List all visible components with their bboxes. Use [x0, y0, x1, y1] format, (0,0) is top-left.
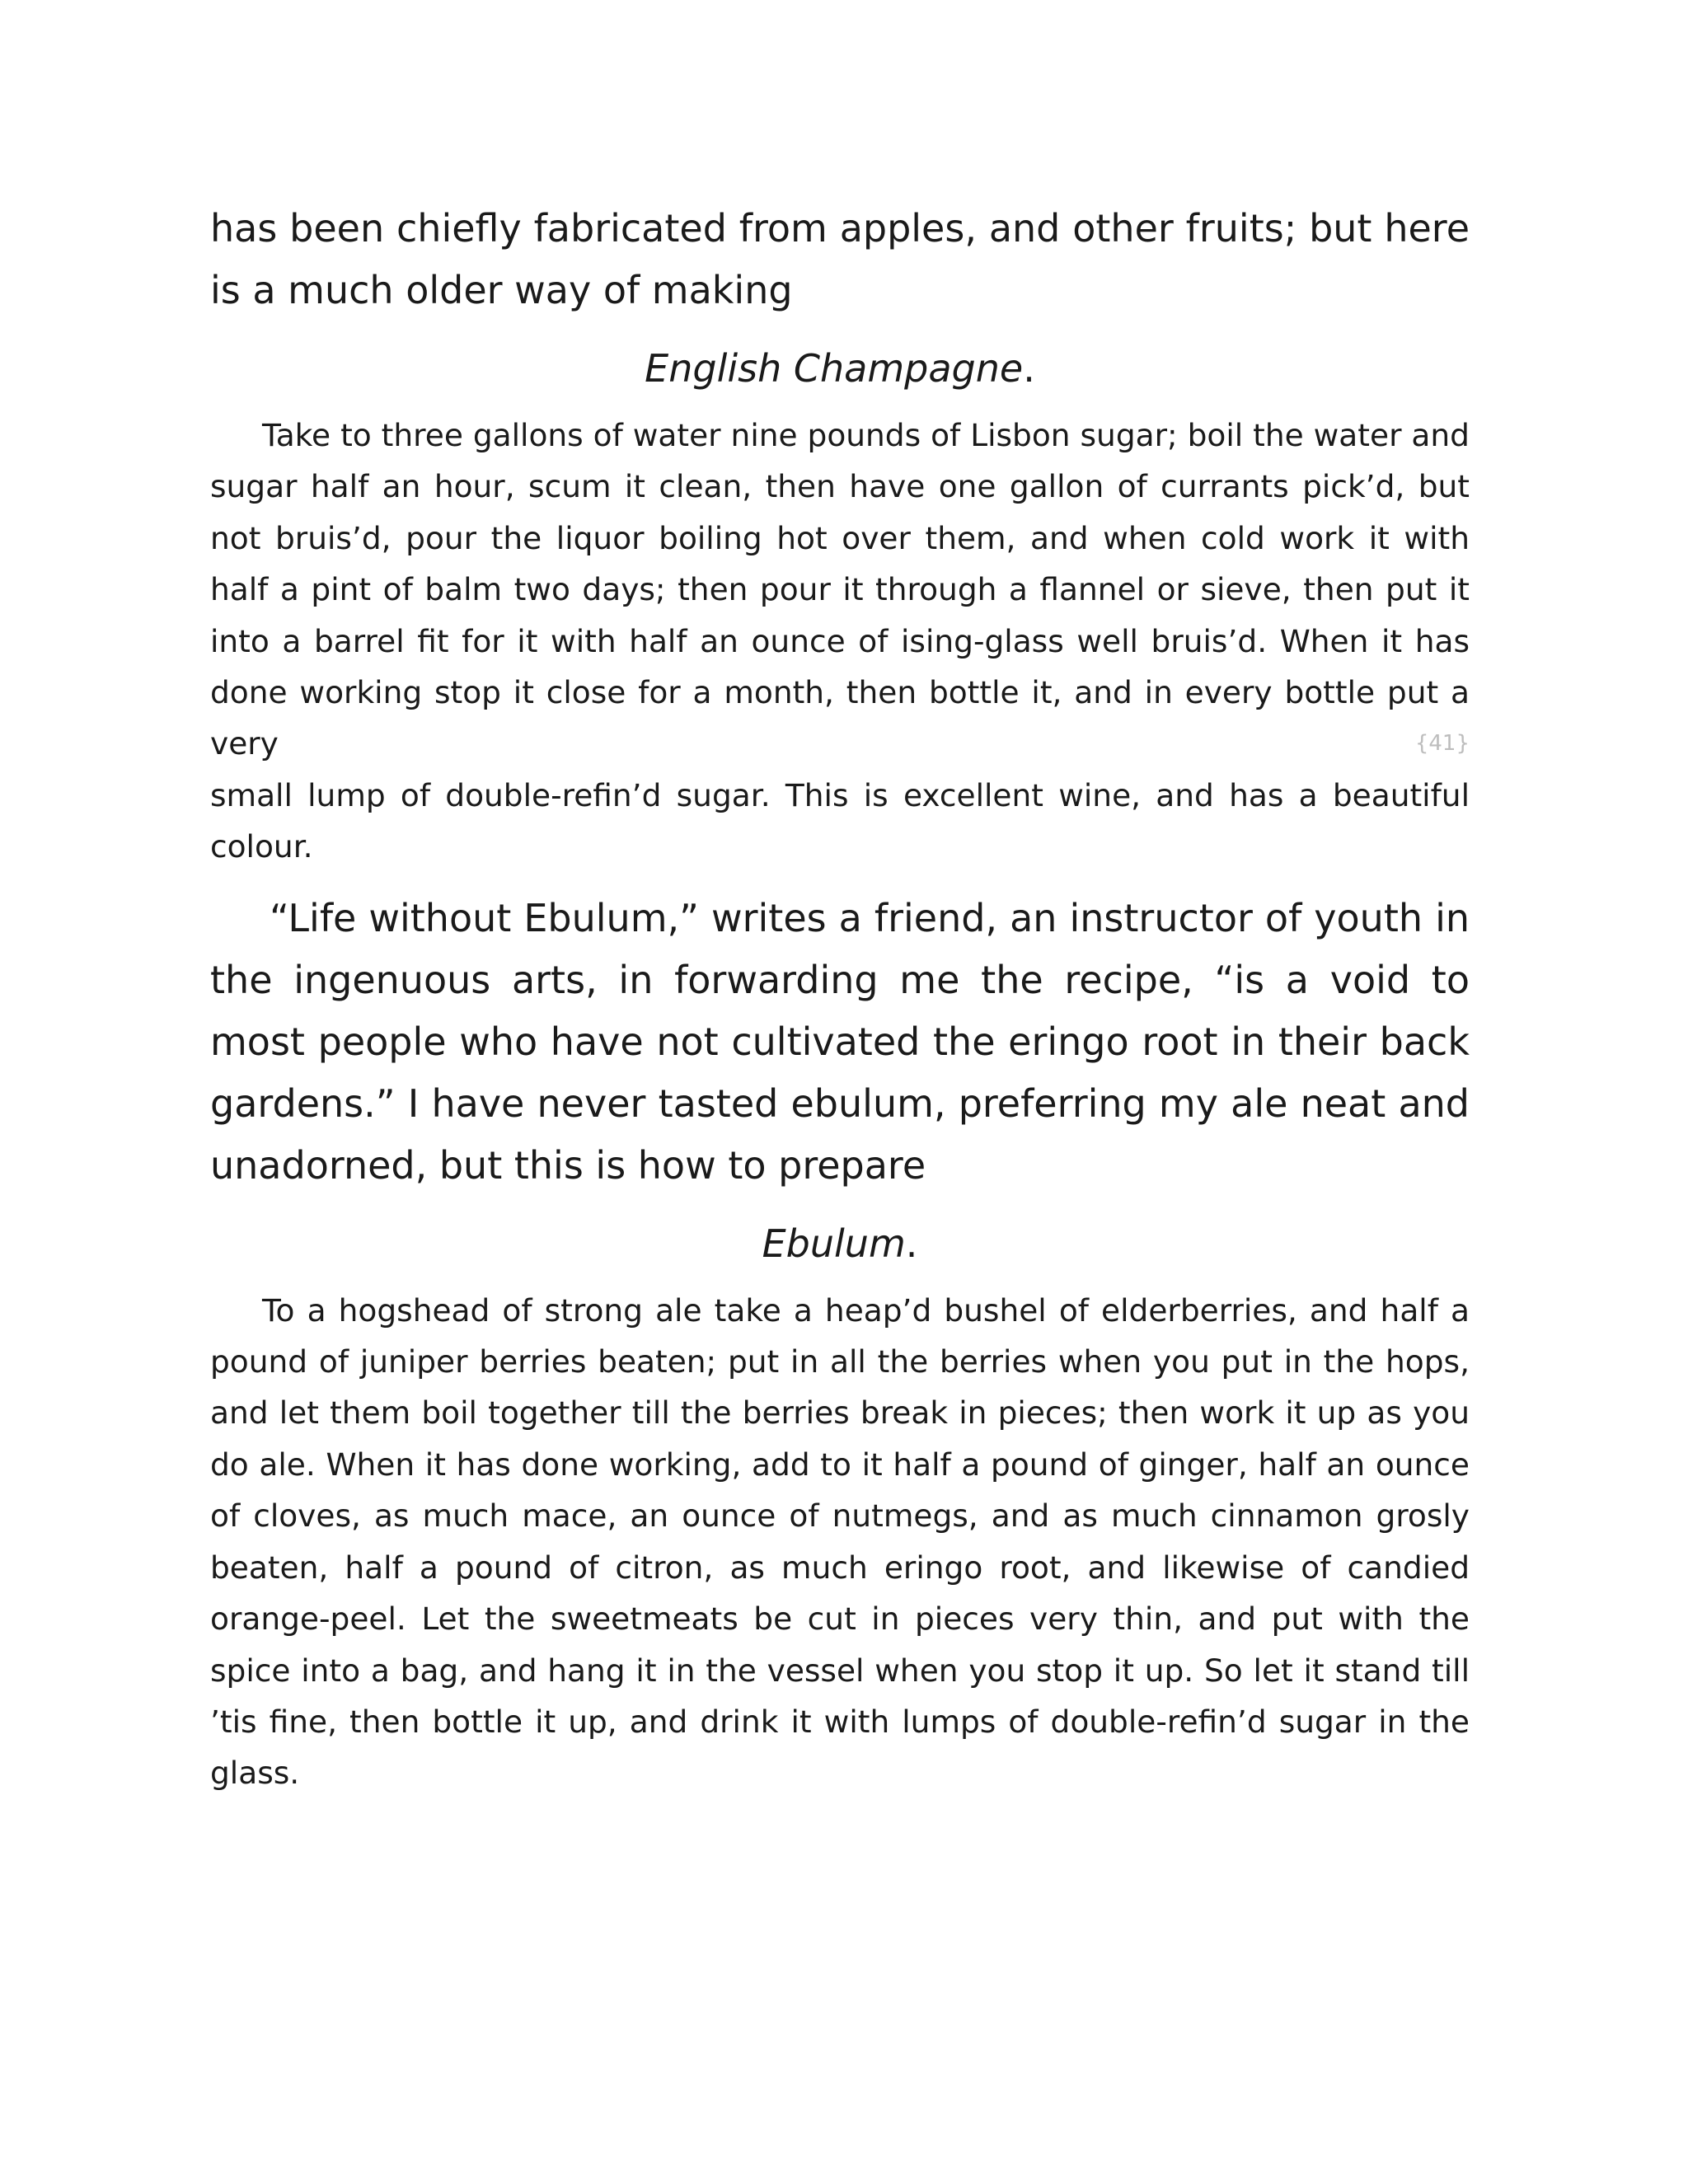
recipe-title-text: English Champagne — [645, 346, 1024, 391]
recipe-body-ebulum: To a hogshead of strong ale take a heap’d bushel of elderberries, and half a pound of juniper berries beaten; put in all the berries when you put in the hops, and let them boil together till the berries break in pieces; then work it up as you do ale. When it has done working, add to it half a pound of ginger, half an ounce of cloves, as much mace, an ounce of nutmegs, and as much cinnamon grosly beaten, half a pound of citron, as much eringo root, and likewise of candied orange-peel. Let the sweetmeats be cut in pieces very thin, and put with the spice into a bag, and hang it in the vessel when you stop it up. So let it stand till ’tis fine, then bottle it up, and drink it with lumps of double-refin’d sugar in the glass. — [210, 1291, 1470, 1792]
recipe-title-text: Ebulum — [762, 1221, 906, 1266]
recipe-body-english-champagne — [210, 410, 1470, 873]
recipe-title-english-champagne — [210, 338, 1470, 400]
document-page — [210, 198, 1470, 1799]
intro-paragraph: has been chiefly fabricated from apples, and other fruits; but here is a much older way of making — [210, 206, 1470, 312]
quote-paragraph: “Life without Ebulum,” writes a friend, an instructor of youth in the ingenuous arts, in forwarding me the recipe, “is a void to most people who have not cultivated the eringo root in their back gardens.” I have never tasted ebulum, preferring my ale neat and unadorned, but this is how to prepare — [210, 895, 1470, 1188]
recipe-body-part2: small lump of double-refin’d sugar. This is excellent wine, and has a beautiful colour. — [210, 776, 1470, 865]
page-number: {41} — [1414, 731, 1470, 757]
recipe-title-ebulum — [210, 1213, 1470, 1275]
recipe-body-part1: Take to three gallons of water nine pounds of Lisbon sugar; boil the water and sugar half an hour, scum it clean, then have one gallon of currants pick’d, but not bruis’d, pour the liquor boiling hot over them, and when cold work it with half a pint of balm two days; then pour it through a flannel or sieve, then put it into a barrel fit for it with half an ounce of ising-glass well bruis’d. When it has done working stop it close for a month, then bottle it, and in every bottle put a very — [210, 417, 1470, 762]
recipe-title-punct: . — [905, 1221, 918, 1266]
recipe-title-punct: . — [1023, 346, 1035, 391]
